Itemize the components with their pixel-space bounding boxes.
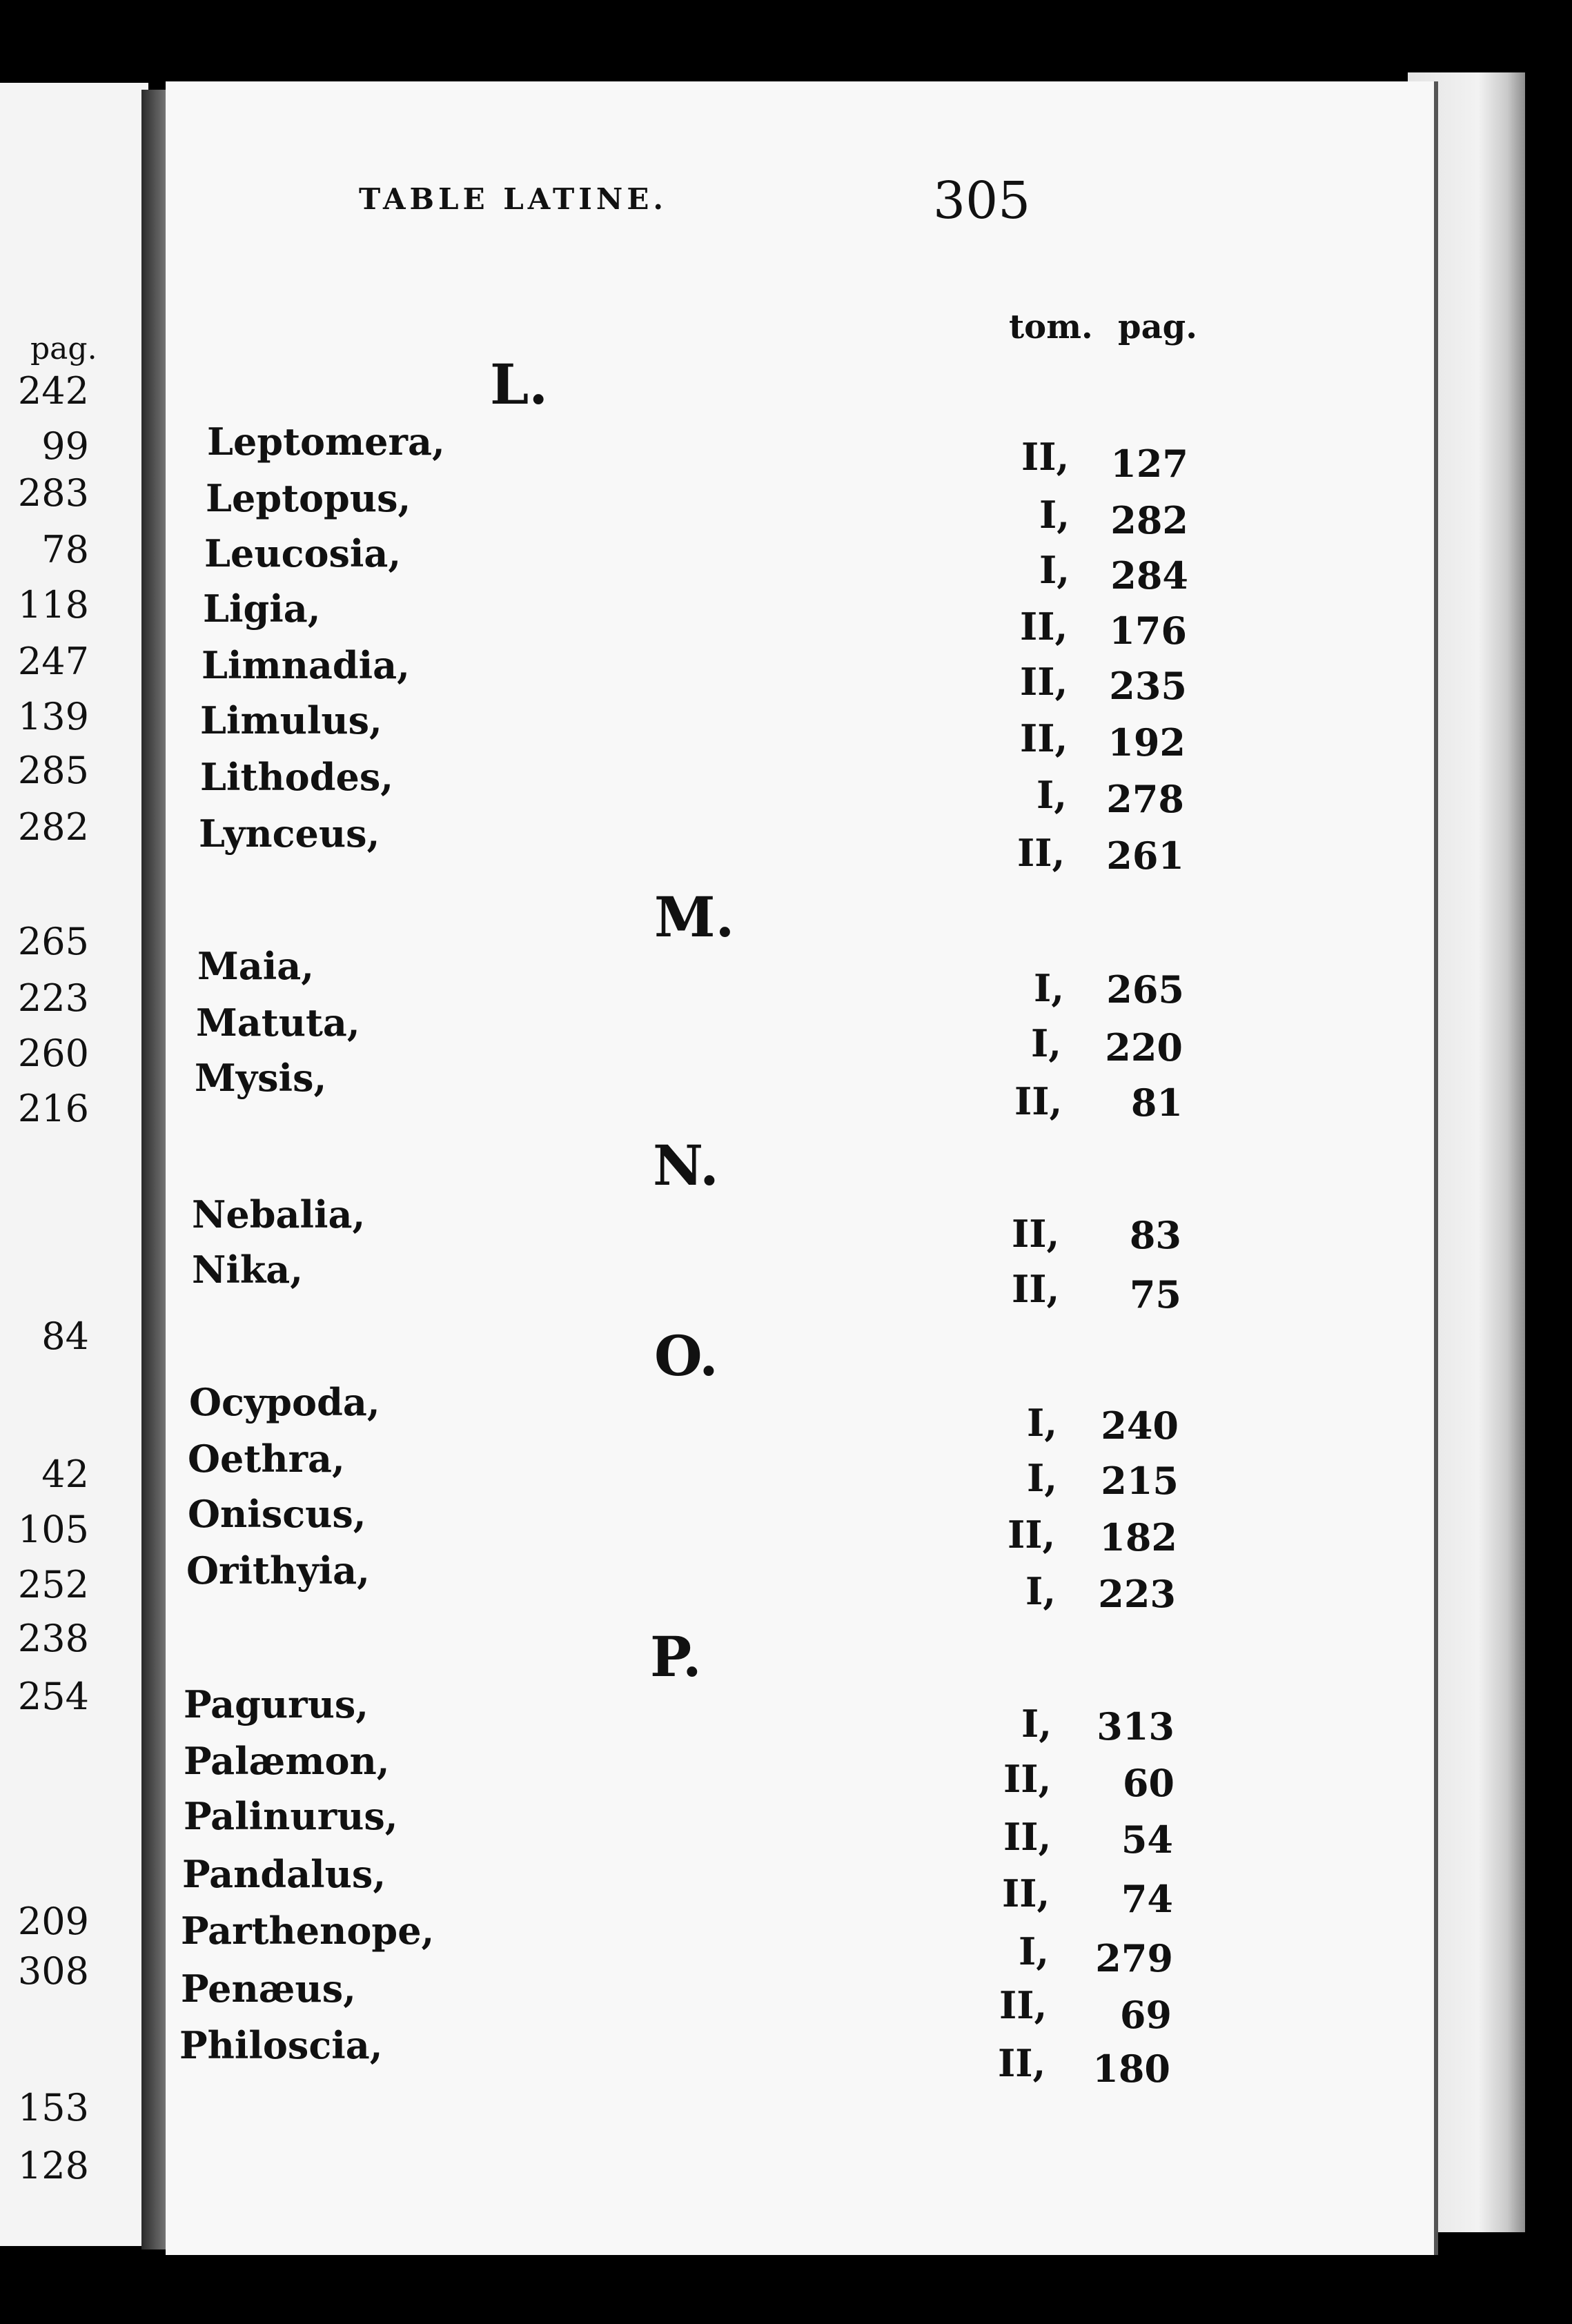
entry-page: 220 xyxy=(1105,1025,1183,1070)
left-page-number: 254 xyxy=(17,1675,89,1718)
entry-name: Leucosia, xyxy=(204,531,402,575)
entry-name: Nebalia, xyxy=(192,1192,366,1237)
entry-page: 279 xyxy=(1095,1936,1173,1980)
section-letter: P. xyxy=(650,1624,702,1689)
entry-name: Ligia, xyxy=(203,587,321,631)
section-letter: O. xyxy=(654,1323,718,1388)
entry-name: Leptopus, xyxy=(206,476,411,520)
entry-page: 313 xyxy=(1097,1704,1175,1749)
entry-tome: I, xyxy=(1021,1702,1052,1746)
entry-name: Lynceus, xyxy=(199,811,380,856)
entry-page: 75 xyxy=(1129,1272,1181,1317)
entry-name: Palinurus, xyxy=(184,1794,398,1838)
entry-tome: II, xyxy=(1003,1815,1052,1859)
entry-tome: I, xyxy=(1019,1929,1050,1973)
entry-tome: I, xyxy=(1039,493,1070,537)
entry-page: 215 xyxy=(1101,1459,1179,1503)
left-page-number: 247 xyxy=(17,640,89,683)
entry-name: Orithyia, xyxy=(186,1548,370,1593)
entry-page: 176 xyxy=(1109,609,1187,653)
entry-name: Lithodes, xyxy=(200,755,394,799)
left-page-number: 139 xyxy=(17,695,89,738)
left-page-number: 105 xyxy=(17,1508,89,1551)
entry-page: 69 xyxy=(1119,1993,1172,2037)
left-page-number: 128 xyxy=(17,2144,89,2187)
left-page-number: 42 xyxy=(41,1452,89,1496)
entry-tome: II, xyxy=(998,2041,1046,2085)
left-page-number: 209 xyxy=(17,1900,89,1943)
entry-tome: I, xyxy=(1027,1401,1058,1445)
left-page-number: 238 xyxy=(17,1617,89,1660)
entry-page: 282 xyxy=(1110,498,1188,542)
entry-tome: I, xyxy=(1027,1456,1058,1500)
entry-page: 235 xyxy=(1109,664,1187,708)
entry-tome: II, xyxy=(1020,716,1068,760)
entry-tome: II, xyxy=(1008,1513,1056,1557)
left-page-number: 99 xyxy=(41,424,89,468)
entry-name: Penæus, xyxy=(181,1967,356,2011)
entry-tome: II, xyxy=(1017,831,1065,875)
entry-page: 261 xyxy=(1106,834,1184,878)
entry-page: 192 xyxy=(1108,720,1186,765)
left-page-number: 260 xyxy=(17,1032,89,1075)
section-letter: L. xyxy=(490,352,549,417)
entry-tome: II, xyxy=(1012,1212,1060,1256)
entry-name: Nika, xyxy=(192,1248,304,1292)
entry-name: Oethra, xyxy=(188,1437,345,1481)
entry-name: Leptomera, xyxy=(207,420,445,464)
left-page-number: 252 xyxy=(17,1563,89,1606)
entry-tome: I, xyxy=(1031,1021,1062,1065)
left-page-number: 242 xyxy=(17,369,89,413)
entry-page: 180 xyxy=(1092,2047,1170,2091)
entry-tome: I, xyxy=(1025,1569,1057,1613)
entry-name: Matuta, xyxy=(196,1001,360,1045)
entry-name: Pandalus, xyxy=(182,1852,386,1896)
left-page-fragment xyxy=(0,83,148,2246)
entry-page: 60 xyxy=(1122,1761,1175,1805)
entry-page: 81 xyxy=(1130,1081,1183,1125)
section-letter: N. xyxy=(653,1133,719,1198)
entry-name: Parthenope, xyxy=(181,1909,435,1953)
left-page-number: 153 xyxy=(17,2086,89,2129)
left-page-number: 282 xyxy=(17,805,89,849)
entry-name: Limulus, xyxy=(200,698,382,742)
entry-page: 127 xyxy=(1110,442,1188,486)
entry-name: Oniscus, xyxy=(188,1492,366,1536)
entry-name: Philoscia, xyxy=(179,2023,383,2067)
entry-name: Mysis, xyxy=(195,1056,327,1100)
entry-page: 240 xyxy=(1101,1404,1179,1448)
entry-tome: II, xyxy=(1020,660,1068,704)
entry-tome: II, xyxy=(1020,604,1068,649)
entry-page: 54 xyxy=(1121,1818,1173,1862)
left-page-number: 223 xyxy=(17,976,89,1020)
left-page-number: 265 xyxy=(17,920,89,963)
entry-tome: II, xyxy=(1021,435,1070,479)
entry-name: Maia, xyxy=(197,944,315,988)
entry-name: Pagurus, xyxy=(184,1682,369,1726)
entry-page: 278 xyxy=(1106,777,1184,821)
entry-page: 284 xyxy=(1110,553,1188,598)
entry-page: 223 xyxy=(1098,1572,1176,1616)
section-letter: M. xyxy=(654,885,735,949)
column-header-tom: tom. xyxy=(1009,308,1093,346)
entry-page: 182 xyxy=(1099,1515,1177,1559)
left-page-number: 84 xyxy=(41,1314,89,1358)
entry-page: 83 xyxy=(1129,1213,1181,1257)
running-title: TABLE LATINE. xyxy=(359,182,667,216)
entry-name: Palæmon, xyxy=(184,1739,390,1783)
left-page-number: 216 xyxy=(17,1087,89,1130)
entry-name: Limnadia, xyxy=(202,643,410,687)
entry-tome: I, xyxy=(1039,548,1070,592)
entry-tome: II, xyxy=(1012,1267,1060,1311)
left-page-number: 118 xyxy=(17,583,89,627)
left-page-header: pag. xyxy=(30,331,97,366)
left-page-number: 78 xyxy=(41,528,89,571)
left-page-number: 285 xyxy=(17,749,89,792)
entry-tome: I, xyxy=(1036,773,1068,817)
left-page-number: 308 xyxy=(17,1949,89,1993)
column-header-pag: pag. xyxy=(1118,308,1197,346)
entry-page: 74 xyxy=(1121,1877,1173,1921)
entry-tome: I, xyxy=(1034,966,1065,1010)
entry-page: 265 xyxy=(1106,967,1184,1012)
entry-name: Ocypoda, xyxy=(189,1380,380,1424)
entry-tome: II, xyxy=(1014,1079,1063,1123)
left-page-number: 283 xyxy=(17,471,89,515)
entry-tome: II, xyxy=(1003,1757,1052,1801)
entry-tome: II, xyxy=(1002,1871,1050,1916)
entry-tome: II, xyxy=(999,1983,1048,2027)
page-number: 305 xyxy=(933,171,1031,230)
